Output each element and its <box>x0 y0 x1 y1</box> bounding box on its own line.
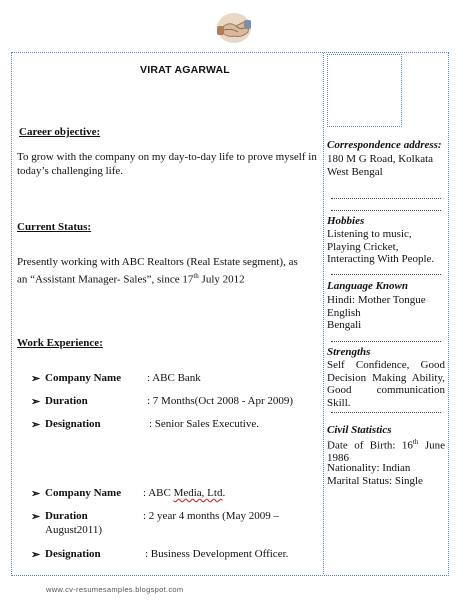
correspondence-title: Correspondence address: <box>327 139 442 151</box>
work-experience-heading-text: Work Experience <box>17 337 100 349</box>
dob-text: Date of Birth: 16 <box>327 439 413 452</box>
current-status-text <box>17 255 307 287</box>
work-experience-colon: : <box>99 337 103 349</box>
arrow-bullet-icon: ➢ <box>31 396 41 408</box>
arrow-bullet-icon: ➢ <box>31 373 41 385</box>
section-divider <box>331 341 441 342</box>
language-item: Bengali <box>327 319 362 331</box>
company-label: Company Name <box>45 372 122 384</box>
designation-label: Designation <box>45 548 101 560</box>
current-status-heading <box>17 221 91 233</box>
section-divider <box>331 274 441 275</box>
nationality: Nationality: Indian <box>327 462 411 474</box>
current-status-text-end: July 2012 <box>198 273 245 286</box>
arrow-bullet-icon: ➢ <box>31 511 41 523</box>
language-list <box>327 294 445 332</box>
address-line: 180 M G Road, Kolkata <box>327 153 434 165</box>
work-experience-heading <box>17 337 103 349</box>
marital-status: Marital Status: Single <box>327 475 423 487</box>
current-status-heading-text: Current Status <box>17 221 88 233</box>
address-line: West Bengal <box>327 166 383 178</box>
career-objective-heading-text: Career objective <box>19 126 97 138</box>
designation-value: : Business Development Officer. <box>145 548 289 560</box>
date-of-birth <box>327 436 445 465</box>
company-value: : ABC Bank <box>147 372 201 384</box>
section-divider <box>331 210 441 211</box>
column-divider <box>323 53 324 574</box>
language-item: Hindi: Mother Tongue <box>327 294 426 306</box>
company-label: Company Name <box>45 487 122 499</box>
dob-sup: th <box>412 438 419 446</box>
duration-value: : 7 Months(Oct 2008 - Apr 2009) <box>147 395 294 407</box>
career-objective-text: To grow with the company on my day-to-day life to prove myself in today’s challenging life. <box>17 151 317 177</box>
candidate-name: VIRAT AGARWAL <box>140 64 230 76</box>
arrow-bullet-icon: ➢ <box>31 549 41 561</box>
current-status-sup: th <box>193 272 199 280</box>
hobby-item: Listening to music, <box>327 228 412 240</box>
duration-label: Duration <box>45 510 88 522</box>
career-objective-colon: : <box>96 126 101 138</box>
footer-url: www.cv-resumesamples.blogspot.com <box>46 585 184 594</box>
current-status-colon: : <box>87 221 92 233</box>
company-value-spellcheck: Media, Ltd <box>173 487 223 499</box>
current-status-text-main: Presently working with ABC Realtors (Real Estate segment), as an “Assistant Manager- Sales”, since 17 <box>17 256 298 286</box>
hobby-item: Playing Cricket, <box>327 240 399 253</box>
company-value-prefix: : ABC <box>143 487 174 499</box>
arrow-bullet-icon: ➢ <box>31 419 41 431</box>
designation-label: Designation <box>45 418 101 430</box>
duration-label: Duration <box>45 395 88 407</box>
arrow-bullet-icon: ➢ <box>31 488 41 500</box>
section-divider <box>331 198 441 199</box>
company-value <box>143 487 225 499</box>
photo-placeholder <box>327 54 402 127</box>
section-divider <box>331 412 441 413</box>
hobbies-list <box>327 228 445 266</box>
strengths-title: Strengths <box>327 346 371 358</box>
civil-statistics-title: Civil Statistics <box>327 424 392 436</box>
language-title: Language Known <box>327 280 408 292</box>
dob-text-end: June 1986 <box>327 439 445 465</box>
career-objective-heading <box>19 126 100 138</box>
handshake-icon <box>214 8 254 48</box>
correspondence-address <box>327 153 445 179</box>
duration-value-continued: August2011) <box>45 524 103 536</box>
designation-value: : Senior Sales Executive. <box>149 418 259 430</box>
company-value-suffix: . <box>222 487 226 499</box>
duration-value: : 2 year 4 months (May 2009 – <box>143 510 279 522</box>
hobbies-title: Hobbies <box>327 215 365 227</box>
strengths-text: Self Confidence, Good Decision Making Ability, Good communication Skill. <box>327 359 445 409</box>
language-item: English <box>327 306 361 319</box>
hobby-item: Interacting With People. <box>327 253 435 265</box>
